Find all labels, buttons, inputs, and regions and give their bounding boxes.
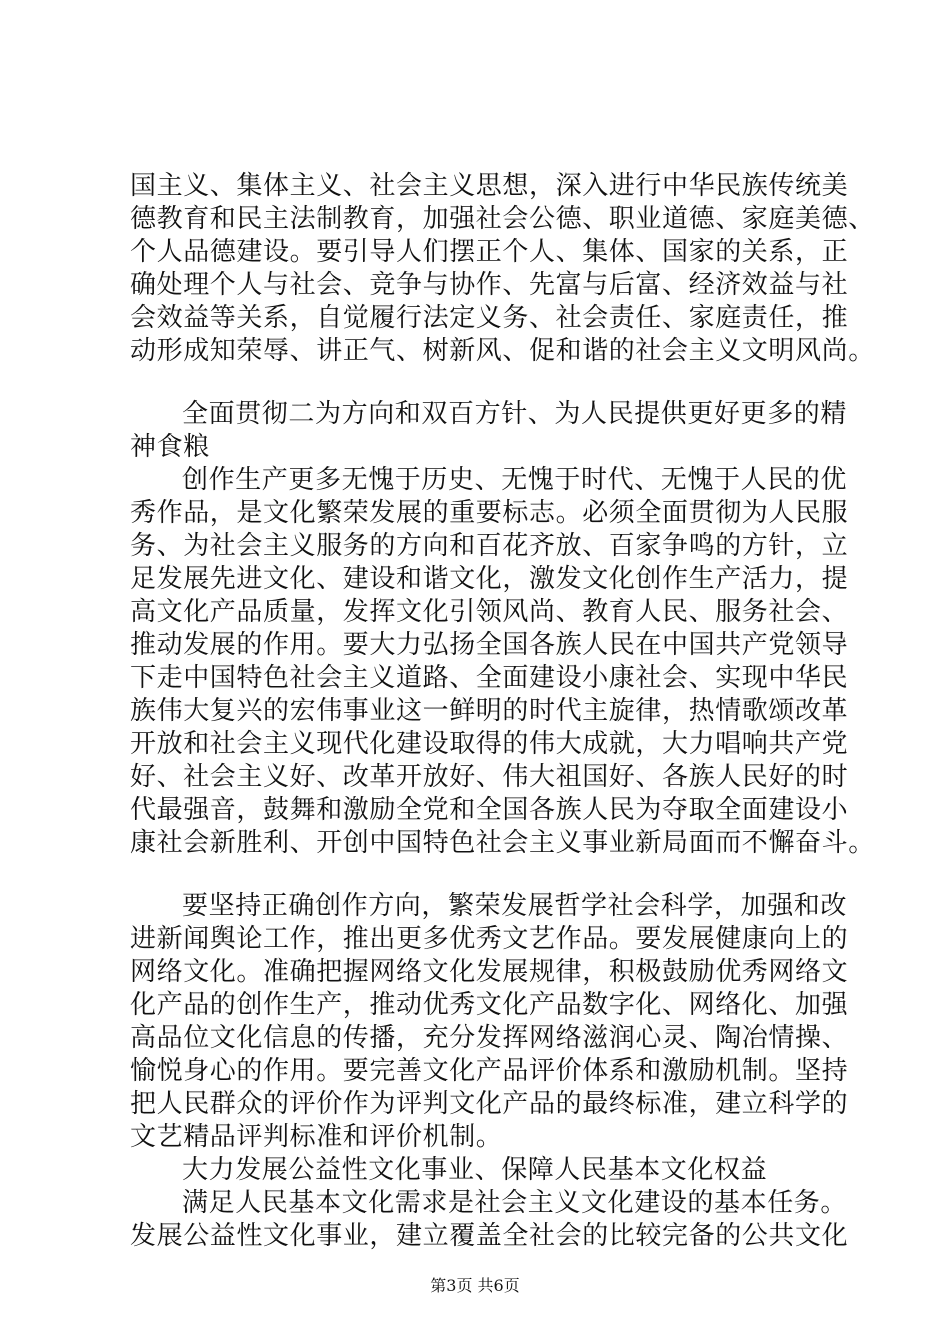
text-line: 秀作品，是文化繁荣发展的重要标志。必须全面贯彻为人民服 xyxy=(130,498,849,528)
text-line: 确处理个人与社会、竞争与协作、先富与后富、经济效益与社 xyxy=(130,270,849,300)
section-heading-line: 大力发展公益性文化事业、保障人民基本文化权益 xyxy=(182,1155,768,1185)
text-line: 推动发展的作用。要大力弘扬全国各族人民在中国共产党领导 xyxy=(130,630,849,660)
text-line: 动形成知荣辱、讲正气、树新风、促和谐的社会主义文明风尚。 xyxy=(130,336,875,366)
text-line: 发展公益性文化事业，建立覆盖全社会的比较完备的公共文化 xyxy=(130,1221,849,1251)
page-number-footer: 第3页 共6页 xyxy=(430,1276,520,1295)
text-line: 康社会新胜利、开创中国特色社会主义事业新局面而不懈奋斗。 xyxy=(130,828,875,858)
text-line: 个人品德建设。要引导人们摆正个人、集体、国家的关系，正 xyxy=(130,237,849,267)
text-line: 好、社会主义好、改革开放好、伟大祖国好、各族人民好的时 xyxy=(130,762,849,792)
section-heading-line: 神食粮 xyxy=(130,432,210,462)
text-line: 开放和社会主义现代化建设取得的伟大成就，大力唱响共产党 xyxy=(130,729,849,759)
text-line: 进新闻舆论工作，推出更多优秀文艺作品。要发展健康向上的 xyxy=(130,924,849,954)
paragraph-gap xyxy=(130,368,830,398)
text-line: 代最强音，鼓舞和激励全党和全国各族人民为夺取全面建设小 xyxy=(130,795,849,825)
text-line: 满足人民基本文化需求是社会主义文化建设的基本任务。 xyxy=(182,1188,848,1218)
text-line: 要坚持正确创作方向，繁荣发展哲学社会科学，加强和改 xyxy=(182,891,848,921)
section-heading-line: 全面贯彻二为方向和双百方针、为人民提供更好更多的精 xyxy=(182,399,848,429)
document-body xyxy=(130,170,875,1253)
text-line: 把人民群众的评价作为评判文化产品的最终标准，建立科学的 xyxy=(130,1089,849,1119)
text-line: 高品位文化信息的传播，充分发挥网络滋润心灵、陶冶情操、 xyxy=(130,1023,849,1053)
text-line: 国主义、集体主义、社会主义思想，深入进行中华民族传统美 xyxy=(130,171,849,201)
text-line: 化产品的创作生产，推动优秀文化产品数字化、网络化、加强 xyxy=(130,990,849,1020)
text-line: 网络文化。准确把握网络文化发展规律，积极鼓励优秀网络文 xyxy=(130,957,849,987)
text-line: 德教育和民主法制教育，加强社会公德、职业道德、家庭美德、 xyxy=(130,204,875,234)
paragraph-gap xyxy=(130,860,830,890)
text-line: 会效益等关系，自觉履行法定义务、社会责任、家庭责任，推 xyxy=(130,303,849,333)
text-line: 愉悦身心的作用。要完善文化产品评价体系和激励机制。坚持 xyxy=(130,1056,849,1086)
text-line: 文艺精品评判标准和评价机制。 xyxy=(130,1122,503,1152)
text-line: 足发展先进文化、建设和谐文化，激发文化创作生产活力，提 xyxy=(130,564,849,594)
text-line: 高文化产品质量，发挥文化引领风尚、教育人民、服务社会、 xyxy=(130,597,849,627)
text-line: 务、为社会主义服务的方向和百花齐放、百家争鸣的方针，立 xyxy=(130,531,849,561)
text-line: 创作生产更多无愧于历史、无愧于时代、无愧于人民的优 xyxy=(182,465,848,495)
text-line: 下走中国特色社会主义道路、全面建设小康社会、实现中华民 xyxy=(130,663,849,693)
text-line: 族伟大复兴的宏伟事业这一鲜明的时代主旋律，热情歌颂改革 xyxy=(130,696,849,726)
